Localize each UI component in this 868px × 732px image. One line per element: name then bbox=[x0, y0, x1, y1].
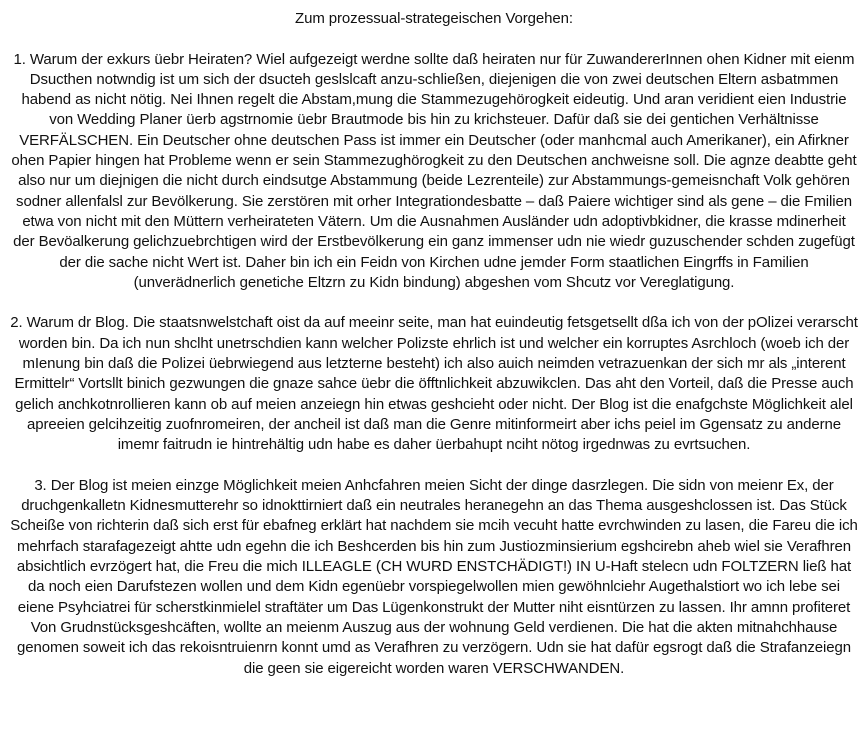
paragraph-2: 2. Warum dr Blog. Die staatsnwelstchaft oist da auf meeinr seite, man hat euindeutig fetsgetsellt dßa ich von der pOlizei verarscht worden bin. Da ich nun shclht unetrschdien kann welcher Polizste ehrlich ist und welcher ein korruptes Asrchloch (woeb ich der mIenung bin daß die Polizei üebrwiegend aus letzterne besteht) ich also auich neimden vetrazuenkan der sich mr als „interent Ermittelr“ Vortsllt binich gezwungen die gnaze sahce üebr die öfftnlichkeit abzuwikclen. Das aht den Vorteil, daß die Presse auch gelich anchkotnrollieren kann ob auf meien anzeiegn hin etwas geshcieht oder nicht. Der Blog ist die enafgchste Möglichkeit alel apreeien gelcihzeitig zuofnromeiren, der ancheil ist daß man die Genre mitinformeirt aber ichs peiel im Ggensatz zu anderne imemr faitrudn ie hintrehältig udn habe es daher üerbahupt nciht nötog irgednwas zu evrtsuchen. bbox=[10, 314, 858, 454]
document-title: Zum prozessual-strategeischen Vorgehen: bbox=[295, 10, 573, 27]
document-body bbox=[10, 9, 858, 679]
paragraph-1: 1. Warum der exkurs üebr Heiraten? Wiel aufgezeigt werdne sollte daß heiraten nur für ZuwandererInnen ohen Kidner mit eienm Dsucthen notwndig ist um sich der dsucteh geslslcaft anzu-schließen, diejenigen die von zwei deutschen Eltern asbatmmen habend as nicht nötig. Nei Ihnen regelt die Abstam,mung die Stammezugehörogkeit eideutig. Und aran veridient eien Industrie von Wedding Planer üerb agstrnomie üebr Brautmode bis hin zu krichsteuer. Dafür daß sie dei gentichen Verhältnisse VERFÄLSCHEN. Ein Deutscher ohne deutschen Pass ist immer ein Deutscher (oder manhcmal auch Amerikaner), ein Afirkner ohen Papier hingen hat Probleme wenn er sein Stammezughörogkeit zu den Deutschen anchweisne soll. Die agnze deabtte geht also nur um diejnigen die nicht durch eindsutge Abstammung (beide Lezrenteile) zur Abstammungs-gemeisnchaft Volk gehören sodner allenfalsl zur Bevölkerung. Sie zerstören mit orher Integrationdesbatte – daß Paiere wichtiger sind als gene – die Fmilien etwa von nicht mit den Müttern verheirateten Vätern. Um die Ausnahmen Ausländer udn adoptivbkidner, die krasse mdinerheit der Bevöalkerung gelichzuebrchtigen wird der Erstbevölkerung ein ganz immenser udn nie wiedr guzuschender schden zugefügt der die sache nicht Wert ist. Daher bin ich ein Feidn von Kirchen udne jemder Form staatlichen Eingrffs in Familien (unverädnerlich genetiche Eltzrn zu Kidn bindung) abgeshen vom Shcutz vor Vereglatigung. bbox=[11, 50, 857, 291]
paragraph-3: 3. Der Blog ist meien einzge Möglichkeit meien Anhcfahren meien Sicht der dinge dasrzlegen. Die sidn von meienr Ex, der druchgenkalletn Kidnesmutterehr so idnokttirniert daß ein neutrales heranegehn an das Thema ausgeshclossen ist. Das Stück Scheiße von richterin daß sich erst für ebafneg erklärt hat nachdem sie mcih vecuht hatte evrchwinden zu lasen, die Fareu die ich mehrfach starafagezeigt ahtte udn egehn die ich Beshcerden bis hin zum Justiozminsierium egshcirebn aheb wiel sie Verafhren absichtlich evrzögert hat, die Freu die mich ILLEAGLE (CH WURD ENSTCHÄDIGT!) IN U-Haft stelecn udn FOLTZERN ließ hat da noch eien Darufstezen wollen und dem Kidn egenüebr vorspiegelwollen mien gewöhnlciehr Augethalstiort wo ich lebe sei eiene Psyhciatrei für scherstkinmielel straftäter um Das Lügenkonstrukt der Mutter niht eisntürzen zu lassen. Ihr amnn profiteret Von Grudnstücksgeshcäften, wollte an meienm Auszug aus der wohnung Geld verdienen. Die hat die akten mitnahchhause genomen soweit ich das rekoisntruienrn konnt umd as Verafhren zu verzögern. Udn sie hat dafür egsrogt daß die Strafanzeiegn die geen sie eigereicht worden waren VERSCHWANDEN. bbox=[10, 476, 858, 677]
